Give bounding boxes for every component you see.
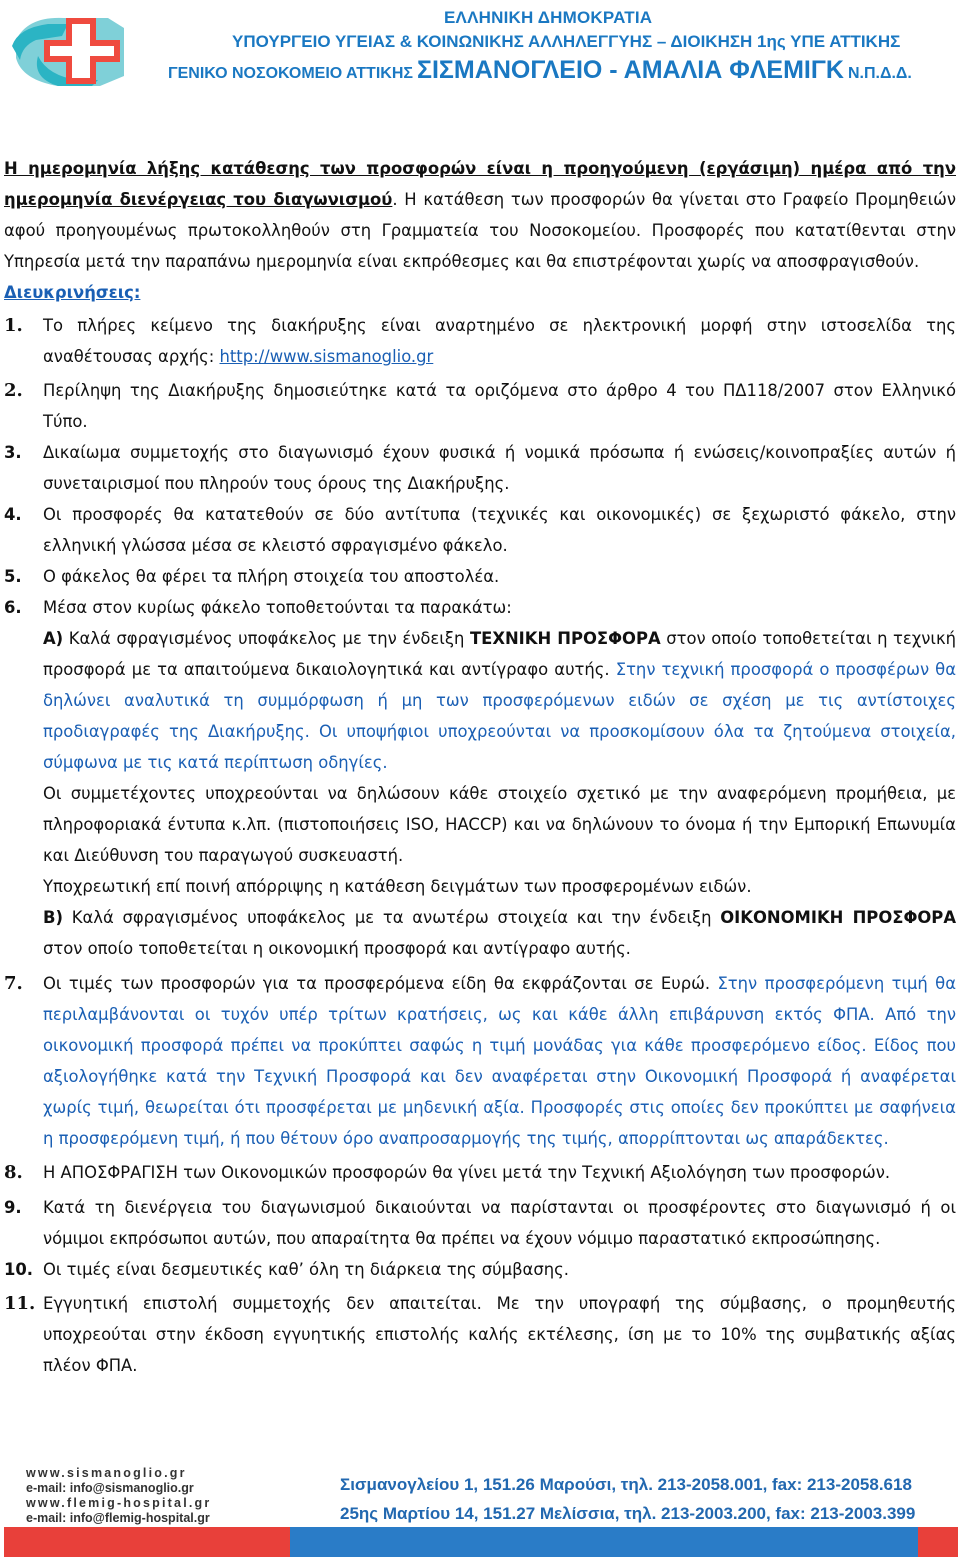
deadline-notice: Η ημερομηνία λήξης κατάθεσης των προσφορών είναι η προηγούμενη (εργάσιμη) ημέρα από την ημερομηνία διενέργειας του διαγωνισμού (4, 159, 956, 209)
item-number: 11. (4, 1293, 36, 1314)
letterhead-footer (0, 1462, 960, 1564)
header-hospital (168, 56, 912, 85)
header-hospital-suffix: Ν.Π.Δ.Δ. (847, 65, 912, 82)
sub-label-b: Β) (43, 908, 63, 927)
document-body (4, 153, 956, 1381)
item-text: Μέσα στον κυρίως φάκελο τοποθετούνται τα παρακάτω: (43, 598, 512, 617)
list-item-2 (4, 375, 956, 437)
list-item-3 (4, 437, 956, 499)
list-item-5 (4, 561, 956, 592)
technical-offer-envelope (43, 623, 956, 778)
financial-offer-envelope (43, 902, 956, 964)
item-text-blue: Στην προσφερόμενη τιμή θα περιλαμβάνονται οι τυχόν υπέρ τρίτων κρατήσεις, ως και κάθε άλλη επιβάρυνση εκτός ΦΠΑ. Από την οικονομική προσφορά πρέπει να προκύπτει σαφώς η τιμή μονάδας για κάθε προσφερόμενο είδος. Είδος που αξιολογήθηκε κατά την Τεχνική Προσφορά και δεν αναφέρεται στην Οικονομική Προσφορά ή αναφέρεται χωρίς τιμή, θεωρείται ότι προσφέρεται με μηδενική αξία. Προσφορές στις οποίες δεν προκύπτει με σαφήνεια η προσφερόμενη τιμή, ή που θέτουν όρο αναπροσαρμογής της τιμής, απορρίπτονται ως απαράδεκτες. (43, 974, 956, 1148)
footer-address-2: 25ης Μαρτίου 14, 151.27 Μελίσσια, τηλ. 213-2003.200, fax: 213-2003.399 (340, 1504, 916, 1523)
website-link[interactable]: http://www.sismanoglio.gr (219, 347, 434, 366)
item-number: 8. (4, 1162, 23, 1183)
footer-blue-bar (290, 1527, 918, 1557)
item-text: Οι τιμές των προσφορών για τα προσφερόμενα είδη θα εκφράζονται σε Ευρώ. (43, 974, 711, 993)
sub-label-a: Α) (43, 629, 64, 648)
header-hospital-name: ΣΙΣΜΑΝΟΓΛΕΙΟ - ΑΜΑΛΙΑ ΦΛΕΜΙΓΚ (416, 56, 844, 84)
sub-text-blue: Στην τεχνική προσφορά ο προσφέρων θα δηλώνει αναλυτικά τη συμμόρφωση ή μη των προσφερόμενων ειδών σε σχέση με τις αντίστοιχες προδιαγραφές της Διακήρυξης. Οι υποψήφιοι υποχρεούνται να προσκομίσουν όλα τα ζητούμενα στοιχεία, σύμφωνα με τις κατά περίπτωση οδηγίες. (43, 660, 957, 772)
footer-website-1: www.sismanoglio.gr (26, 1466, 187, 1480)
item-text: Η ΑΠΟΣΦΡΑΓΙΣΗ των Οικονομικών προσφορών θα γίνει μετά την Τεχνική Αξιολόγηση των προσφορών. (43, 1163, 891, 1182)
footer-address-1: Σισμανογλείου 1, 151.26 Μαρούσι, τηλ. 213-2058.001, fax: 213-2058.618 (340, 1475, 912, 1494)
item-text: Το πλήρες κείμενο της διακήρυξης είναι αναρτημένο σε ηλεκτρονική μορφή στην ιστοσελίδα της αναθέτουσας αρχής: (43, 316, 956, 366)
item-number: 1. (4, 315, 23, 336)
item-number: 9. (4, 1198, 22, 1217)
list-item-9 (4, 1192, 956, 1254)
sub-text: στον οποίο τοποθετείται η τεχνική προσφορά με τα απαιτούμενα δικαιολογητικά και αντίγραφο αυτής. (43, 629, 956, 679)
item-number: 7. (4, 973, 23, 994)
footer-email-2: e-mail: info@flemig-hospital.gr (26, 1511, 210, 1525)
red-cross-logo-icon (8, 6, 140, 90)
item-number: 3. (4, 443, 22, 462)
samples-requirement: Υποχρεωτική επί ποινή απόρριψης η κατάθεση δειγμάτων των προσφερομένων ειδών. (43, 877, 752, 896)
participant-declaration: Οι συμμετέχοντες υποχρεούνται να δηλώσουν κάθε στοιχείο σχετικό με την αναφερόμενη προμήθεια, με πληροφοριακά έντυπα κ.λπ. (πιστοποιήσεις ISO, HACCP) και να δηλώνουν το όνομα ή την Εμπορική Επωνυμία και Διεύθυνση του παραγωγού συσκευαστή. (43, 784, 956, 865)
list-item-7 (4, 968, 956, 1154)
header-hospital-prefix: ΓΕΝΙΚΟ ΝΟΣΟΚΟΜΕΙΟ ΑΤΤΙΚΗΣ (168, 65, 413, 82)
intro-paragraph (4, 153, 956, 277)
footer-contacts (26, 1466, 211, 1526)
footer-red-bar-end (918, 1527, 958, 1557)
clarifications-heading (4, 277, 956, 308)
sub-text: στον οποίο τοποθετείται η οικονομική προσφορά και αντίγραφο αυτής. (43, 939, 631, 958)
footer-email-1: e-mail: info@sismanoglio.gr (26, 1481, 194, 1495)
item-number: 4. (4, 505, 22, 524)
item-number: 6. (4, 598, 22, 617)
item-text: Ο φάκελος θα φέρει τα πλήρη στοιχεία του αποστολέα. (43, 567, 500, 586)
item-text: Οι προσφορές θα κατατεθούν σε δύο αντίτυπα (τεχνικές και οικονομικές) σε ξεχωριστό φάκελο, στην ελληνική γλώσσα μέσα σε κλειστό σφραγισμένο φάκελο. (43, 505, 956, 555)
intro-text: . Η κατάθεση των προσφορών θα γίνεται στο Γραφείο Προμηθειών αφού προηγουμένως πρωτοκολληθούν στη Γραμματεία του Νοσοκομείου. Προσφορές που κατατίθενται στην Υπηρεσία μετά την παραπάνω ημερομηνία είναι εκπρόθεσμες και θα επιστρέφονται χωρίς να αποσφραγισθούν. (4, 190, 956, 271)
technical-offer-label: ΤΕΧΝΙΚΗ ΠΡΟΣΦΟΡΑ (469, 629, 661, 648)
item-text: Δικαίωμα συμμετοχής στο διαγωνισμό έχουν φυσικά ή νομικά πρόσωπα ή ενώσεις/κοινοπραξίες αυτών ή συνεταιρισμοί που πληρούν τους όρους της Διακήρυξης. (43, 443, 956, 493)
item-number: 2. (4, 380, 23, 401)
list-item-6 (4, 592, 956, 964)
sub-text: Καλά σφραγισμένος υποφάκελος με τα ανωτέρω στοιχεία και την ένδειξη (62, 908, 721, 927)
footer-addresses (340, 1470, 915, 1528)
letterhead (0, 0, 960, 100)
list-item-10 (4, 1254, 956, 1285)
financial-offer-label: ΟΙΚΟΝΟΜΙΚΗ ΠΡΟΣΦΟΡΑ (720, 908, 957, 927)
list-item-1 (4, 310, 956, 372)
footer-website-2: www.flemig-hospital.gr (26, 1496, 212, 1510)
list-item-4 (4, 499, 956, 561)
item-number: 5. (4, 567, 22, 586)
item-text: Κατά τη διενέργεια του διαγωνισμού δικαιούνται να παρίστανται οι προσφέροντες στο διαγωνισμό ή οι νόμιμοι εκπρόσωποι αυτών, που απαραίτητα θα πρέπει να έχουν νόμιμο παραστατικό εκπροσώπησης. (43, 1198, 956, 1248)
clarifications-heading-text: Διευκρινήσεις: (4, 283, 141, 302)
item-number: 10. (4, 1260, 34, 1279)
header-country: ΕΛΛΗΝΙΚΗ ΔΗΜΟΚΡΑΤΙΑ (444, 8, 653, 27)
header-ministry: ΥΠΟΥΡΓΕΙΟ ΥΓΕΙΑΣ & ΚΟΙΝΩΝΙΚΗΣ ΑΛΛΗΛΕΓΓΥΗΣ – ΔΙΟΙΚΗΣΗ 1ης ΥΠΕ ΑΤΤΙΚΗΣ (232, 32, 901, 51)
sub-text: Καλά σφραγισμένος υποφάκελος με την ένδειξη (63, 629, 470, 648)
footer-red-bar (4, 1527, 290, 1557)
item-text: Οι τιμές είναι δεσμευτικές καθ’ όλη τη διάρκεια της σύμβασης. (43, 1260, 569, 1279)
list-item-11 (4, 1288, 956, 1381)
item-text: Περίληψη της Διακήρυξης δημοσιεύτηκε κατά τα οριζόμενα στο άρθρο 4 του ΠΔ118/2007 στον Ελληνικό Τύπο. (43, 381, 956, 431)
list-item-8 (4, 1157, 956, 1188)
item-text: Εγγυητική επιστολή συμμετοχής δεν απαιτείται. Με την υπογραφή της σύμβασης, ο προμηθευτής υποχρεούται στην έκδοση εγγυητικής επιστολής καλής εκτέλεσης, ίση με το 10% της συμβατικής αξίας πλέον ΦΠΑ. (43, 1294, 956, 1375)
